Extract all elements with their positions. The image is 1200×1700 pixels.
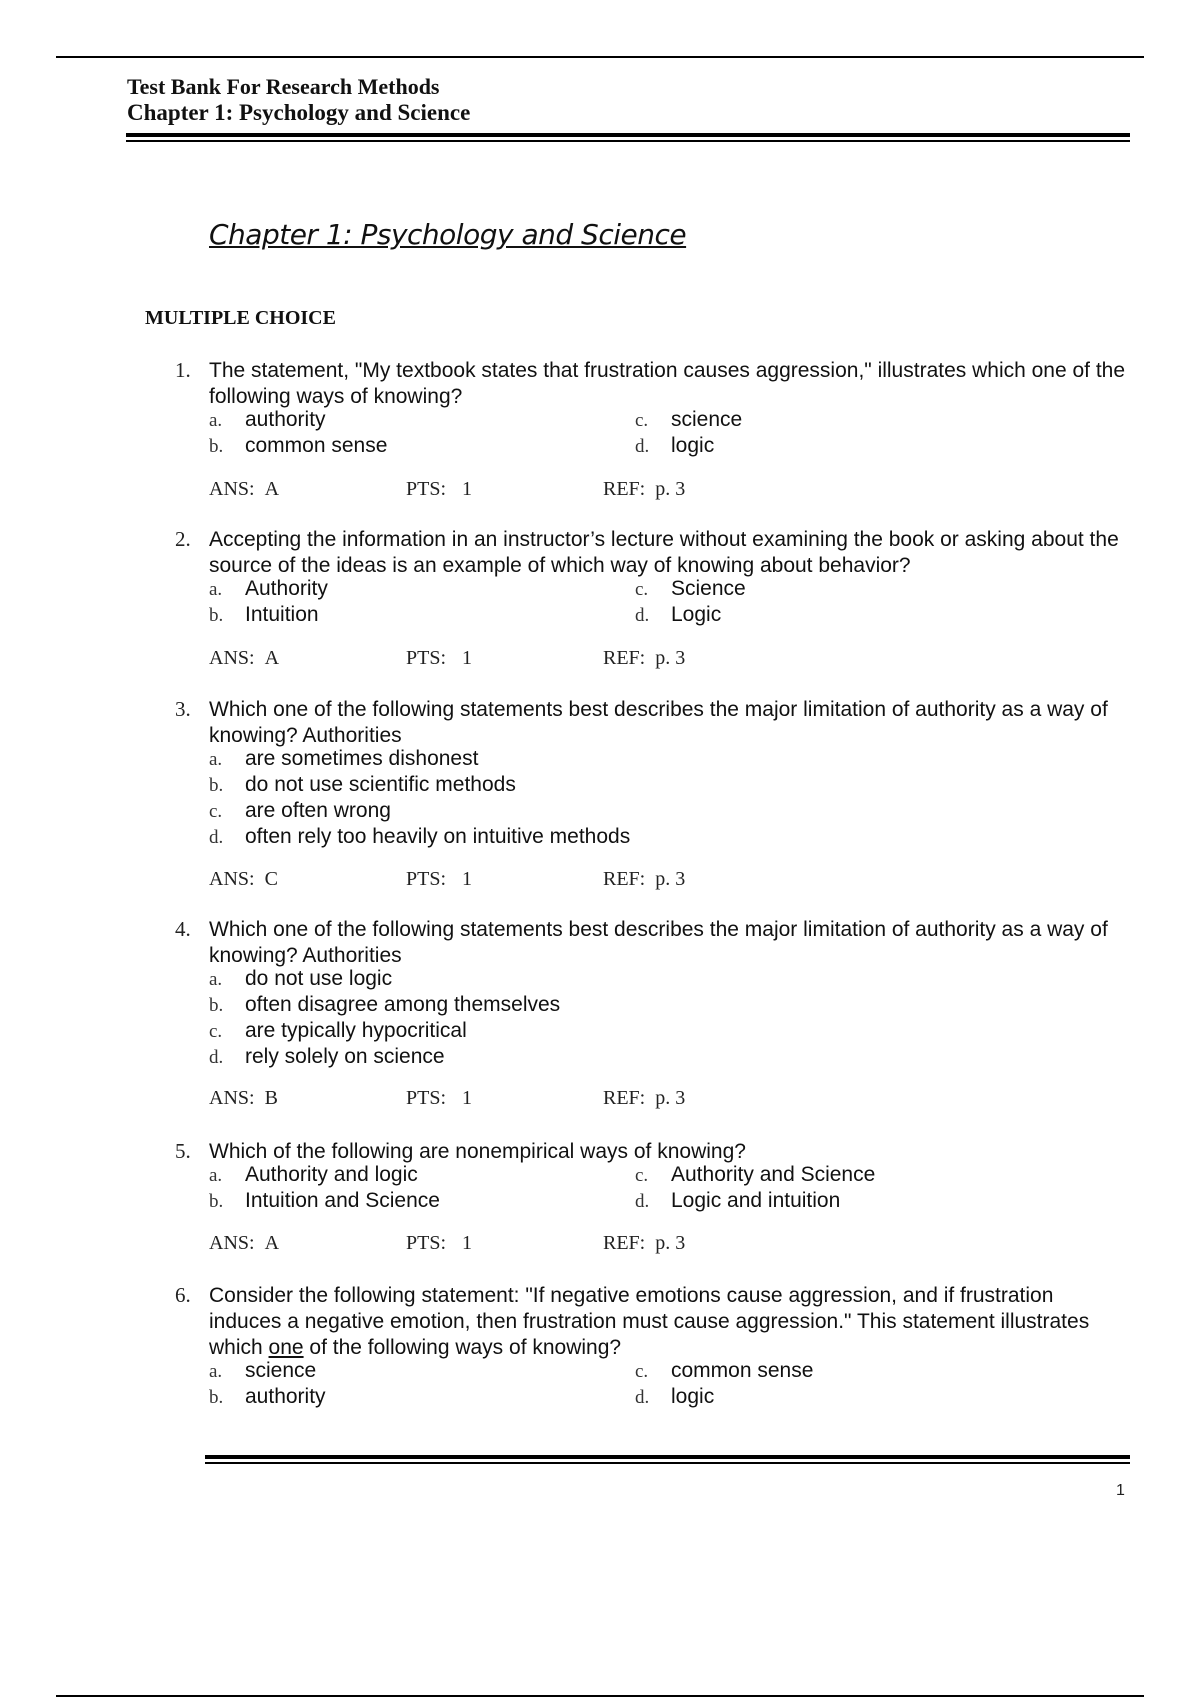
points [406,1087,472,1110]
option-d [209,1045,445,1069]
option-text: often disagree among themselves [245,993,561,1016]
ref-label: REF: [603,1087,646,1109]
pts-label: PTS: [406,868,447,890]
option-text: are typically hypocritical [245,1019,467,1042]
points [406,478,472,501]
ans-label: ANS: [209,647,255,669]
ref-label: REF: [603,868,646,890]
option-text: often rely too heavily on intuitive methods [245,825,631,848]
option-letter: c. [635,1361,649,1382]
question-stem: Which of the following are nonempirical ways of knowing? [209,1140,746,1163]
pts-value: 1 [462,1232,473,1254]
pts-label: PTS: [406,647,447,669]
option-letter: d. [635,436,650,457]
option-letter: a. [209,969,223,990]
option-d [635,434,714,458]
option-letter: d. [635,1191,650,1212]
option-c [635,577,746,601]
answer-key [209,478,279,501]
question-text [209,1139,1129,1165]
option-text: are sometimes dishonest [245,747,479,770]
ref-label: REF: [603,647,646,669]
option-letter: a. [209,1361,223,1382]
pts-value: 1 [462,1087,473,1109]
pts-value: 1 [462,478,473,500]
question-text [209,358,1129,410]
option-text: Intuition [245,603,319,626]
option-text: do not use scientific methods [245,773,516,796]
option-letter: d. [209,1047,224,1068]
ans-value: C [264,868,278,890]
question-stem: Which one of the following statements best describes the major limitation of authority as a way of knowing? Authorities [209,698,1108,747]
question-text [209,527,1129,579]
option-c [209,1019,467,1043]
pts-value: 1 [462,868,473,890]
points [406,868,472,891]
ref-value: p. 3 [655,647,686,669]
option-letter: b. [209,1191,224,1212]
option-letter: c. [635,410,649,431]
ref-label: REF: [603,1232,646,1254]
ref-value: p. 3 [655,1232,686,1254]
option-c [635,1359,813,1383]
chapter-title: Chapter 1: Psychology and Science [209,218,687,251]
points [406,1232,472,1255]
option-c [635,408,742,432]
question-stem: Accepting the information in an instructor’s lecture without examining the book or asking about the source of the ideas is an example of which way of knowing about behavior? [209,528,1119,577]
question-text [209,697,1129,749]
option-text: Logic and intuition [671,1189,841,1212]
reference [603,478,685,501]
points [406,647,472,670]
option-text: logic [671,434,715,457]
option-letter: b. [209,1387,224,1408]
reference [603,1232,685,1255]
option-b [209,603,319,627]
option-text: are often wrong [245,799,391,822]
option-text: common sense [671,1359,814,1382]
question-stem-end: of the following ways of knowing? [303,1336,622,1359]
option-letter: d. [209,827,224,848]
option-letter: a. [209,1165,223,1186]
option-text: Intuition and Science [245,1189,440,1212]
option-a [209,408,326,432]
answer-key [209,868,278,891]
question-text [209,917,1129,969]
header-chapter-title: Chapter 1: Psychology and Science [127,100,471,125]
reference [603,1087,685,1110]
question-number: 4. [175,917,191,941]
option-b [209,1385,326,1409]
option-b [209,434,387,458]
option-text: science [671,408,743,431]
ref-value: p. 3 [655,868,686,890]
ans-value: B [264,1087,278,1109]
option-d [635,603,721,627]
header-double-rule [126,133,1130,141]
ans-label: ANS: [209,478,255,500]
ans-label: ANS: [209,868,255,890]
question-number: 6. [175,1283,191,1307]
option-letter: b. [209,775,224,796]
pts-label: PTS: [406,1087,447,1109]
option-b [209,773,516,797]
ref-label: REF: [603,478,646,500]
ans-label: ANS: [209,1232,255,1254]
option-letter: b. [209,995,224,1016]
option-text: science [245,1359,317,1382]
option-letter: a. [209,410,223,431]
option-a [209,1163,418,1187]
ans-value: A [264,647,280,669]
option-letter: c. [209,1021,223,1042]
option-text: Authority and logic [245,1163,418,1186]
underlined-word: one [268,1336,304,1359]
option-c [635,1163,875,1187]
option-text: authority [245,1385,326,1408]
question-stem: The statement, "My textbook states that frustration causes aggression," illustrates which one of the following ways of knowing? [209,359,1126,408]
option-letter: d. [635,605,650,626]
option-letter: c. [635,579,649,600]
pts-value: 1 [462,647,473,669]
question-number: 5. [175,1139,191,1163]
question-text [209,1283,1129,1361]
option-letter: a. [209,579,223,600]
option-letter: c. [635,1165,649,1186]
option-a [209,747,478,771]
question-stem: Consider the following statement: "If negative emotions cause aggression, and if frustration induces a negative emotion, then frustration must cause aggression." This statement illustrates which [209,1284,1090,1359]
option-text: Science [671,577,746,600]
option-a [209,577,328,601]
question-number: 2. [175,527,191,551]
top-border-line [56,56,1144,58]
option-a [209,967,392,991]
question-number: 1. [175,358,191,382]
option-text: logic [671,1385,715,1408]
pts-label: PTS: [406,1232,447,1254]
ans-value: A [264,478,280,500]
option-letter: a. [209,749,223,770]
ref-value: p. 3 [655,1087,686,1109]
footer-double-rule [205,1455,1130,1463]
option-letter: d. [635,1387,650,1408]
ref-value: p. 3 [655,478,686,500]
reference [603,868,685,891]
option-text: do not use logic [245,967,393,990]
option-letter: b. [209,605,224,626]
question-number: 3. [175,697,191,721]
option-text: Authority [245,577,328,600]
option-c [209,799,391,823]
option-text: authority [245,408,326,431]
option-text: rely solely on science [245,1045,445,1068]
option-text: Logic [671,603,722,626]
header-book-title: Test Bank For Research Methods [127,74,440,99]
ans-label: ANS: [209,1087,255,1109]
answer-key [209,1232,279,1255]
reference [603,647,685,670]
question-stem: Which one of the following statements best describes the major limitation of authority as a way of knowing? Authorities [209,918,1108,967]
option-b [209,993,560,1017]
option-d [635,1385,714,1409]
option-letter: b. [209,436,224,457]
option-text: Authority and Science [671,1163,876,1186]
page-number: 1 [1116,1482,1125,1499]
option-b [209,1189,440,1213]
answer-key [209,1087,278,1110]
pts-label: PTS: [406,478,447,500]
bottom-border-line [56,1695,1144,1697]
answer-key [209,647,279,670]
option-d [635,1189,840,1213]
option-letter: c. [209,801,223,822]
option-text: common sense [245,434,388,457]
option-d [209,825,630,849]
option-a [209,1359,316,1383]
ans-value: A [264,1232,280,1254]
section-heading: MULTIPLE CHOICE [145,307,336,329]
